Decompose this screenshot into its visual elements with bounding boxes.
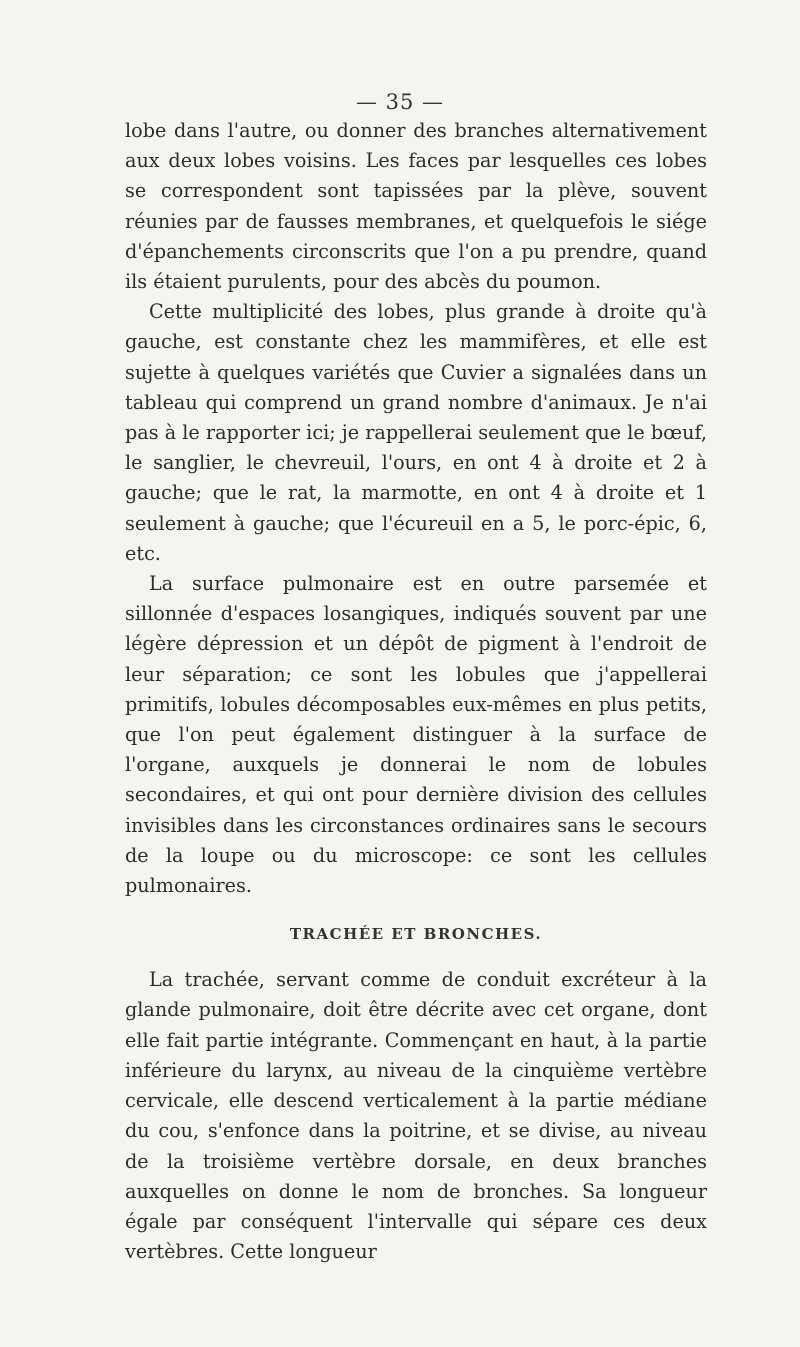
body-text	[125, 116, 707, 1267]
section-heading: TRACHÉE ET BRONCHES.	[289, 925, 543, 944]
paragraph-lobes-multiplicity: Cette multiplicité des lobes, plus grande à droite qu'à gauche, est constante chez les mammifères, et elle est sujette à quelques variétés que Cuvier a signalées dans un tableau qui comprend un grand nombre d'animaux. Je n'ai pas à le rapporter ici; je rappellerai seulement que le bœuf, le sanglier, le chevreuil, l'ours, en ont 4 à droite et 2 à gauche; que le rat, la marmotte, en ont 4 à droite et 1 seulement à gauche; que l'écureuil en a 5, le porc-épic, 6, etc.	[125, 300, 707, 565]
paragraph-pulmonary-surface: La surface pulmonaire est en outre parsemée et sillonnée d'espaces losangiques, indiqués souvent par une légère dépression et un dépôt de pigment à l'endroit de leur séparation; ce sont les lobules que j'appellerai primitifs, lobules décomposables eux-mêmes en plus petits, que l'on peut également distinguer à la surface de l'organe, auxquels je donnerai le nom de lobules secondaires, et qui ont pour dernière division des cellules invisibles dans les circonstances ordinaires sans le secours de la loupe ou du microscope: ce sont les cellules pulmonaires.	[125, 572, 707, 898]
page-number: — 35 —	[355, 90, 445, 114]
paragraph-trachea: La trachée, servant comme de conduit excréteur à la glande pulmonaire, doit être décrite avec cet organe, dont elle fait partie intégrante. Commençant en haut, à la partie inférieure du larynx, au niveau de la cinquième vertèbre cervicale, elle descend verticalement à la partie médiane du cou, s'enfonce dans la poitrine, et se divise, au niveau de la troisième vertèbre dorsale, en deux branches auxquelles on donne le nom de bronches. Sa longueur égale par conséquent l'intervalle qui sépare ces deux vertèbres. Cette longueur	[125, 968, 707, 1264]
paragraph-continuation: lobe dans l'autre, ou donner des branches alternativement aux deux lobes voisins. Les faces par lesquelles ces lobes se correspondent sont tapissées par la plève, souvent réunies par de fausses membranes, et quelquefois le siége d'épanchements circonscrits que l'on a pu prendre, quand ils étaient purulents, pour des abcès du poumon.	[125, 119, 707, 294]
